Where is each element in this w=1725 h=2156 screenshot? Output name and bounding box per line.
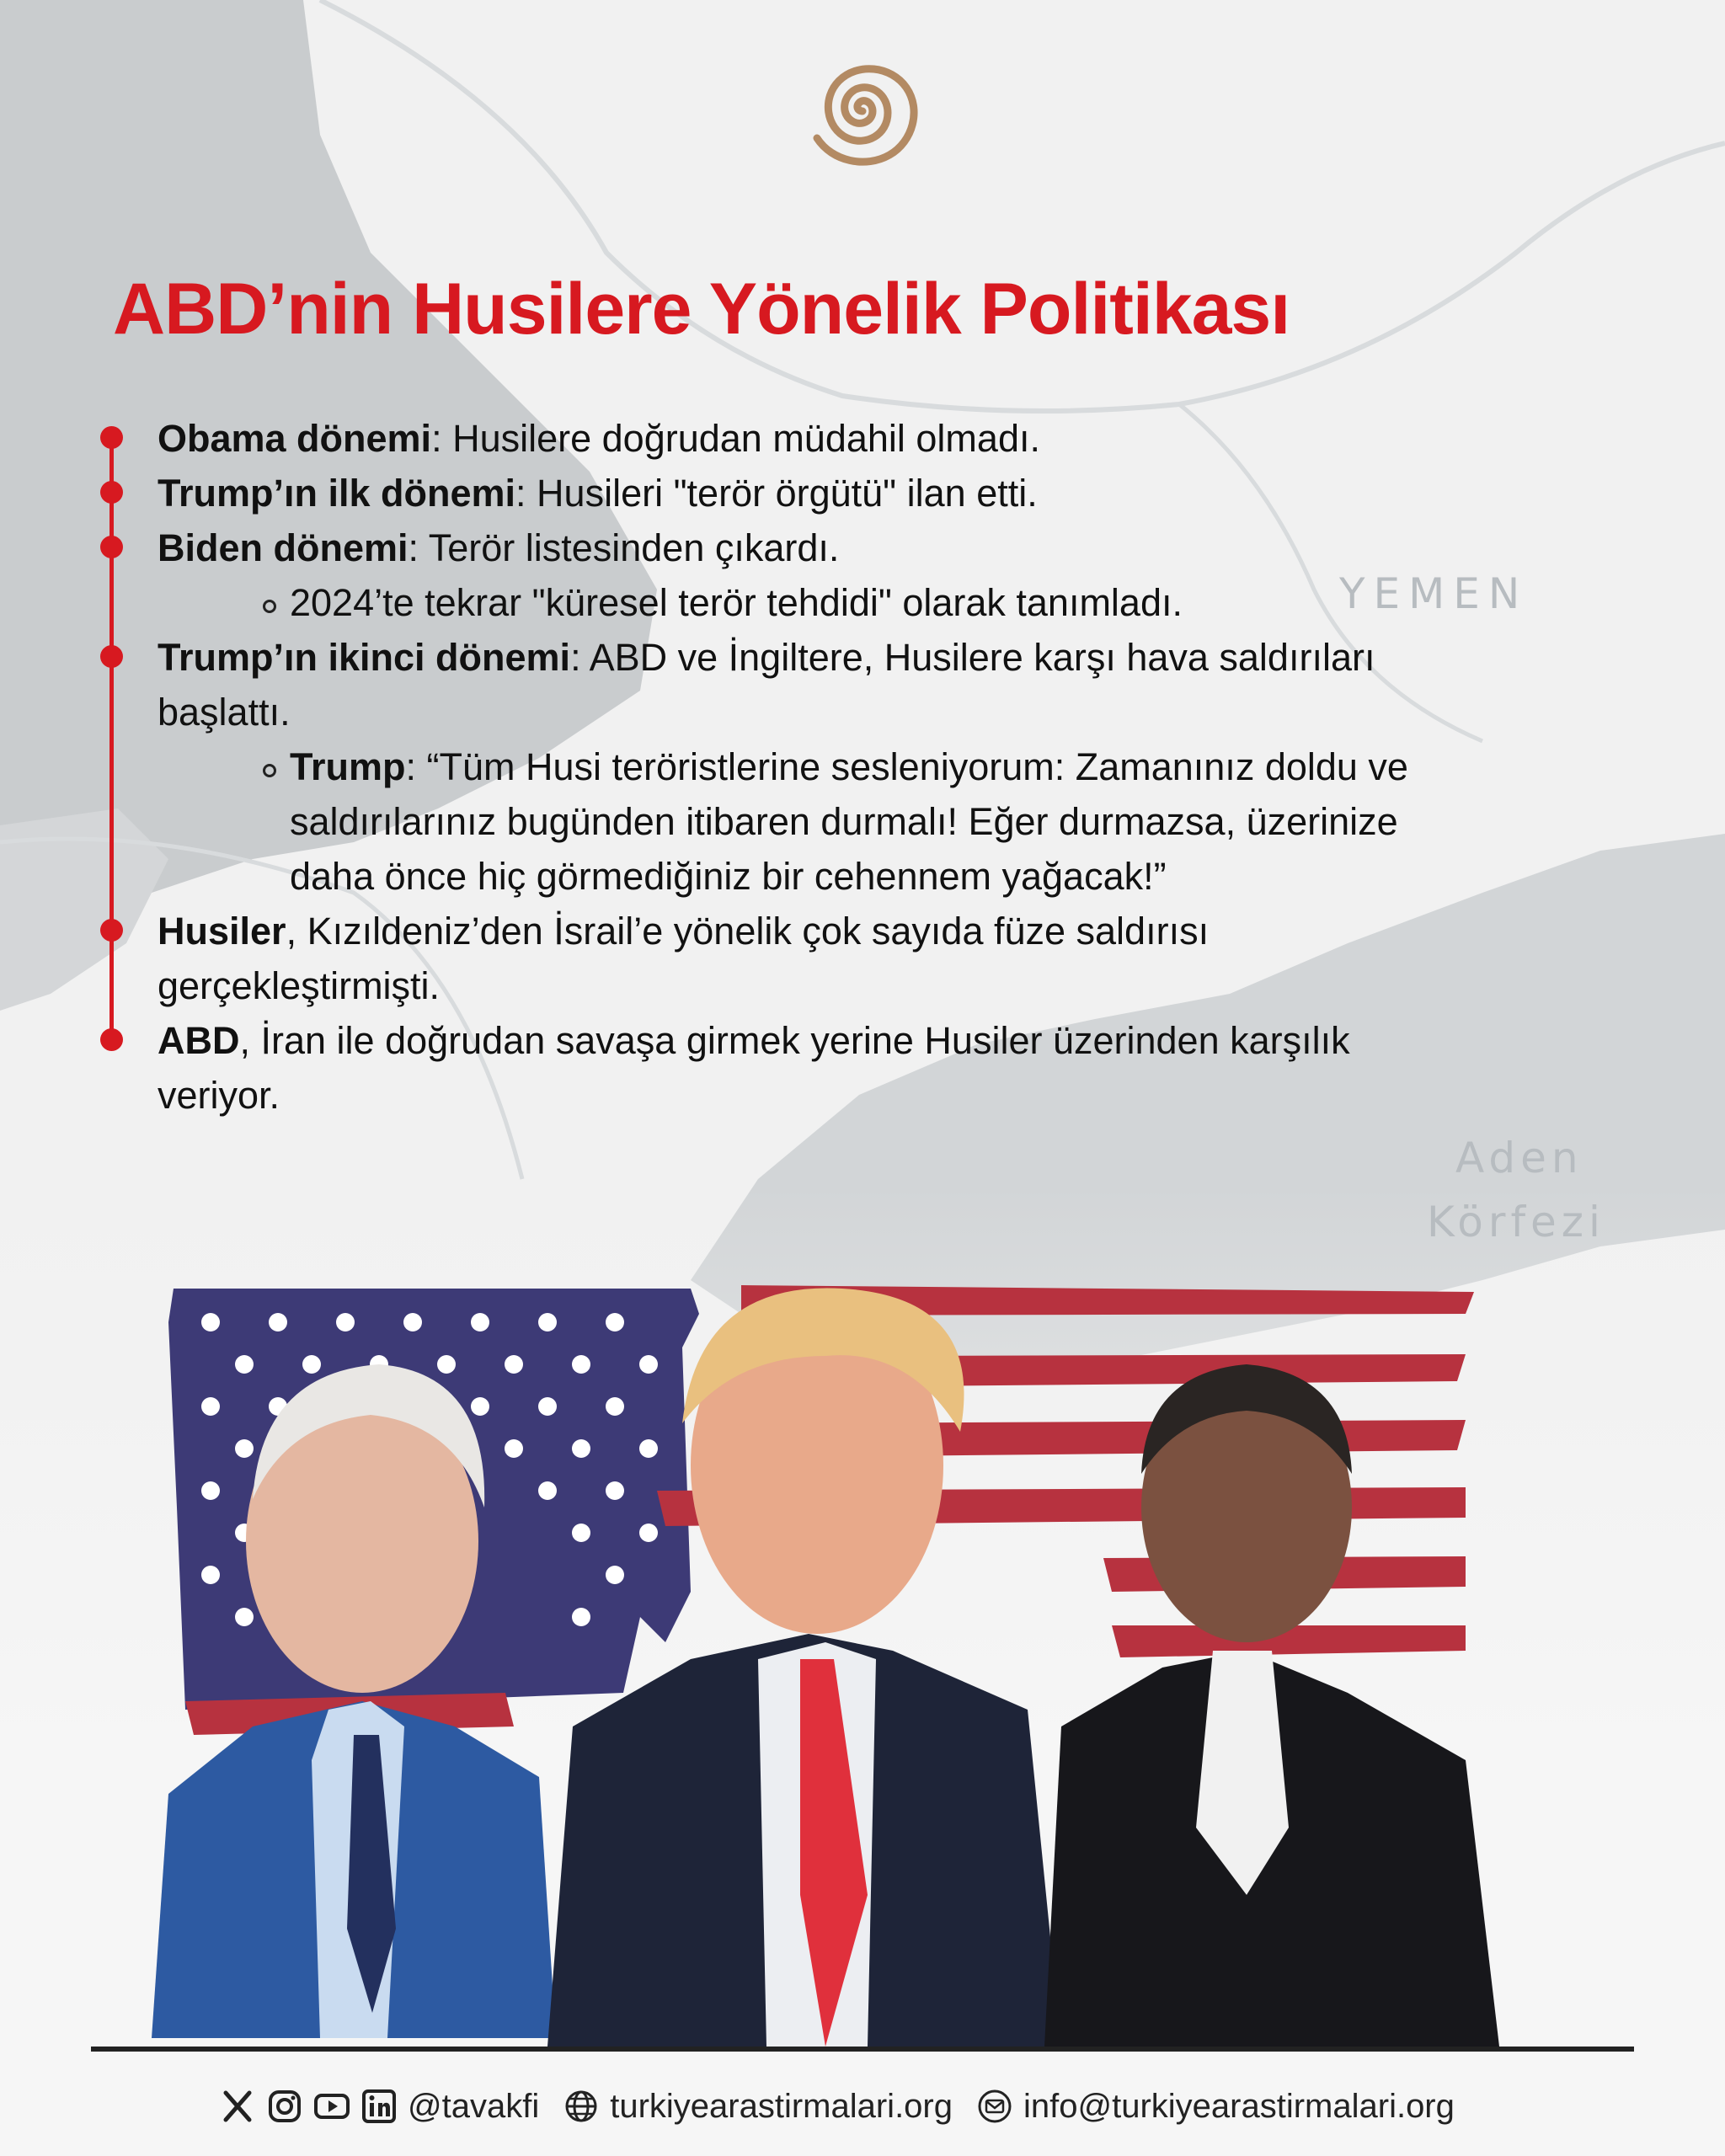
policy-list — [158, 411, 1455, 1123]
list-item-text: , Kızıldeniz’den İsrail’e yönelik çok sayıda füze saldırısı gerçekleştirmişti. — [158, 910, 1210, 1007]
list-item-text: : Terör listesinden çıkardı. — [408, 526, 840, 569]
email-link[interactable]: info@turkiyearastirmalari.org — [1023, 2087, 1455, 2125]
list-item — [158, 630, 1455, 739]
list-item-heading: Trump’ın ilk dönemi — [158, 472, 516, 515]
list-item — [158, 1013, 1455, 1123]
instagram-icon[interactable] — [266, 2088, 303, 2125]
x-icon[interactable] — [219, 2088, 256, 2125]
footer — [219, 2084, 1533, 2129]
footer-divider — [91, 2047, 1634, 2052]
list-item — [158, 466, 1455, 520]
timeline-line — [109, 436, 114, 1044]
list-item-text: : Husilere doğrudan müdahil olmadı. — [431, 417, 1040, 460]
map-label-aden: Aden — [1455, 1134, 1583, 1182]
list-item — [158, 904, 1455, 1013]
youtube-icon[interactable] — [313, 2088, 350, 2125]
list-item — [158, 520, 1455, 575]
website-link[interactable]: turkiyearastirmalari.org — [610, 2087, 953, 2125]
sub-list-item — [158, 575, 1455, 630]
list-item-heading: Obama dönemi — [158, 417, 432, 460]
email-icon — [976, 2088, 1013, 2125]
sub-list-item — [158, 739, 1455, 904]
sub-item-text: : “Tüm Husi teröristlerine sesleniyorum: Zamanınız doldu ve saldırılarınız bugünden itibaren durmalı! Eğer durmazsa, üzerinize daha önce hiç görmediğiniz bir cehennem yağacak!” — [290, 745, 1408, 898]
presidents-flag-illustration — [152, 1255, 1583, 2047]
list-item-heading: Trump’ın ikinci dönemi — [158, 636, 571, 679]
timeline-dot — [100, 536, 123, 558]
map-label-korfezi: Körfezi — [1427, 1198, 1605, 1246]
timeline-dot — [100, 481, 123, 504]
spiral-logo-icon — [795, 39, 930, 180]
globe-icon — [563, 2088, 600, 2125]
right-portrait — [1044, 1364, 1499, 2047]
social-handle[interactable]: @tavakfi — [408, 2087, 540, 2125]
list-item — [158, 411, 1455, 466]
timeline-dot — [100, 645, 123, 668]
timeline-dot — [100, 426, 123, 449]
list-item-heading: Biden dönemi — [158, 526, 409, 569]
list-item-text: , İran ile doğrudan savaşa girmek yerine Husiler üzerinden karşılık veriyor. — [158, 1019, 1350, 1117]
linkedin-icon[interactable] — [360, 2088, 398, 2125]
timeline-dot — [100, 1028, 123, 1051]
list-item-text: : Husileri "terör örgütü" ilan etti. — [515, 472, 1038, 515]
list-item-heading: Husiler — [158, 910, 286, 953]
sub-item-heading: Trump — [290, 745, 406, 788]
list-item-heading: ABD — [158, 1019, 240, 1062]
map-label-yemen: YEMEN — [1339, 569, 1529, 618]
page-title: ABD’nin Husilere Yönelik Politikası — [113, 269, 1290, 350]
sub-item-text: 2024’te tekrar "küresel terör tehdidi" olarak tanımladı. — [290, 581, 1183, 624]
list-item-text: : ABD ve İngiltere, Husilere karşı hava saldırıları başlattı. — [158, 636, 1375, 734]
timeline-dot — [100, 919, 123, 942]
